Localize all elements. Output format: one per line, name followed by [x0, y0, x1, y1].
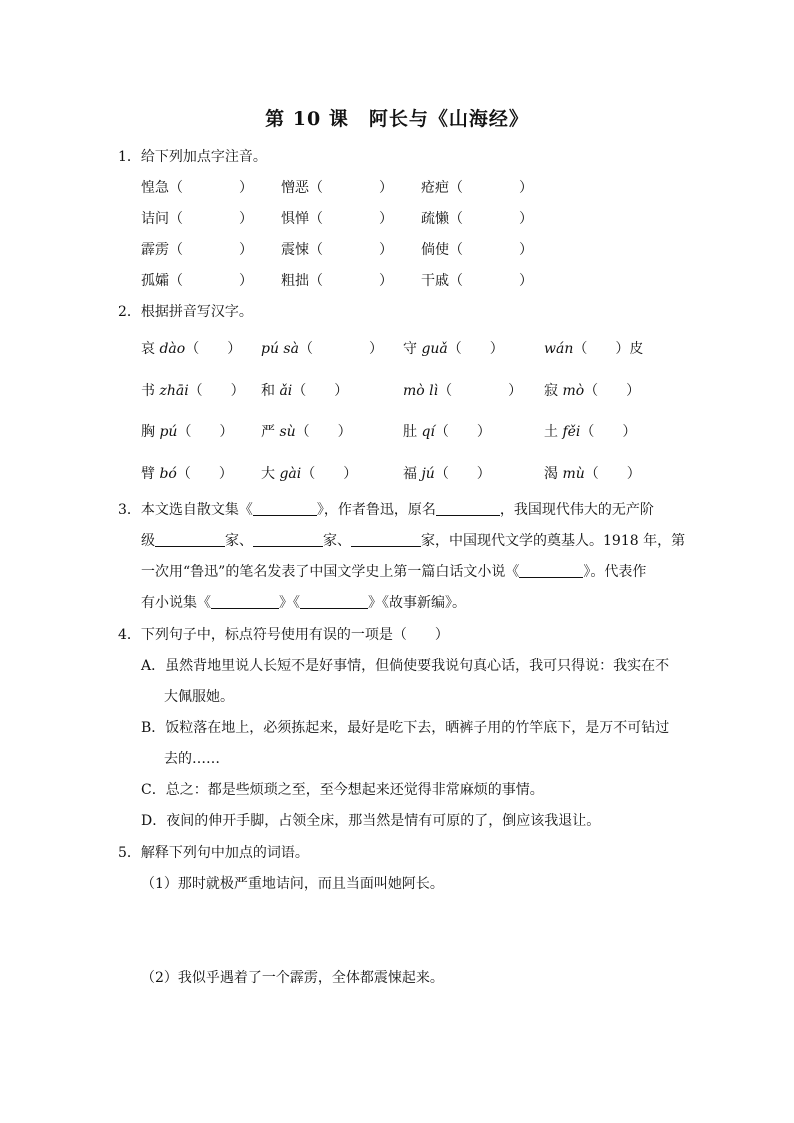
option-b[interactable]: B．饭粒落在地上，必须拣起来，最好是吃下去，晒裤子用的竹竿底下，是万不可钻过 — [141, 720, 670, 736]
item-prefix: 书 — [141, 383, 160, 399]
item-prefix: 土 — [544, 424, 563, 440]
answer-bracket: （ ） — [295, 424, 352, 440]
item-prefix: 和 — [261, 383, 280, 399]
hanzi-item[interactable] — [403, 463, 491, 483]
pinyin-item[interactable]: 惶急（ ） — [141, 180, 253, 196]
pinyin-item[interactable]: 干戚（ ） — [421, 273, 533, 289]
answer-bracket: （ ） — [438, 383, 523, 399]
answer-bracket: （ ） — [292, 383, 349, 399]
answer-bracket: （ ） — [434, 424, 491, 440]
pinyin-text: mù — [562, 466, 585, 482]
answer-bracket: （ ）皮 — [573, 341, 644, 357]
answer-bracket: （ ） — [177, 424, 234, 440]
hanzi-item[interactable] — [544, 421, 636, 441]
pinyin-text: dào — [159, 341, 186, 357]
question-3-line-3: 一次用“鲁迅”的笔名发表了中国文学史上第一篇白话文小说《 》。代表作 — [141, 564, 647, 580]
answer-blank[interactable] — [436, 501, 500, 516]
pinyin-text: bó — [159, 466, 177, 482]
item-prefix: 守 — [403, 341, 422, 357]
question-3-line-4: 有小说集《 》《 》《故事新编》。 — [141, 595, 466, 611]
pinyin-item[interactable]: 霹雳（ ） — [141, 242, 253, 258]
answer-bracket: （ ） — [185, 341, 242, 357]
pinyin-text: pú — [159, 424, 178, 440]
answer-bracket: （ ） — [176, 466, 233, 482]
pinyin-item[interactable]: 震悚（ ） — [281, 242, 393, 258]
hanzi-item[interactable] — [141, 463, 233, 483]
hanzi-item[interactable] — [403, 421, 491, 441]
hanzi-item[interactable] — [544, 338, 643, 358]
pinyin-text: ǎi — [279, 383, 293, 399]
answer-blank[interactable] — [211, 594, 279, 609]
question-4-heading: 4．下列句子中，标点符号使用有误的一项是（ ） — [118, 627, 449, 643]
option-d[interactable]: D．夜间的伸开手脚，占领全床，那当然是情有可原的了，倒应该我退让。 — [141, 813, 601, 829]
hanzi-item[interactable] — [403, 338, 504, 358]
answer-blank[interactable] — [253, 501, 317, 516]
item-prefix: 寂 — [544, 383, 563, 399]
hanzi-item[interactable] — [261, 380, 348, 400]
pinyin-text: gài — [279, 466, 302, 482]
hanzi-item[interactable] — [141, 380, 245, 400]
answer-bracket: （ ） — [447, 341, 504, 357]
pinyin-text: pú sà — [261, 341, 299, 357]
question-2-heading: 2．根据拼音写汉字。 — [118, 304, 253, 320]
answer-blank[interactable] — [253, 532, 323, 547]
pinyin-text: jú — [421, 466, 435, 482]
item-prefix: 臂 — [141, 466, 160, 482]
pinyin-item[interactable]: 诘问（ ） — [141, 211, 253, 227]
pinyin-text: zhāi — [159, 383, 189, 399]
hanzi-item[interactable] — [261, 338, 383, 358]
question-5-sentence-1: （1）那时就极严重地诘问，而且当面叫她阿长。 — [141, 876, 444, 892]
answer-bracket: （ ） — [584, 383, 641, 399]
item-prefix: 胸 — [141, 424, 160, 440]
option-a-continued: 大佩服她。 — [164, 689, 234, 705]
item-prefix: 哀 — [141, 341, 160, 357]
answer-blank[interactable] — [351, 532, 421, 547]
answer-bracket: （ ） — [298, 341, 383, 357]
pinyin-text: wán — [544, 341, 574, 357]
pinyin-item[interactable]: 疮疤（ ） — [421, 180, 533, 196]
hanzi-item[interactable] — [141, 421, 233, 441]
question-5-heading: 5．解释下列句中加点的词语。 — [118, 845, 309, 861]
hanzi-item[interactable] — [261, 463, 357, 483]
pinyin-text: mò lì — [403, 383, 439, 399]
answer-bracket: （ ） — [584, 466, 641, 482]
item-prefix: 肚 — [403, 424, 422, 440]
pinyin-item[interactable]: 疏懒（ ） — [421, 211, 533, 227]
answer-bracket: （ ） — [188, 383, 245, 399]
item-prefix: 大 — [261, 466, 280, 482]
hanzi-item[interactable] — [544, 380, 640, 400]
pinyin-item[interactable]: 粗拙（ ） — [281, 273, 393, 289]
answer-blank[interactable] — [300, 594, 368, 609]
hanzi-item[interactable] — [403, 380, 522, 400]
pinyin-item[interactable]: 憎恶（ ） — [281, 180, 393, 196]
answer-bracket: （ ） — [580, 424, 637, 440]
item-prefix: 渴 — [544, 466, 563, 482]
option-b-continued: 去的…… — [164, 751, 220, 767]
pinyin-text: guǎ — [421, 341, 448, 357]
item-prefix: 严 — [261, 424, 280, 440]
pinyin-item[interactable]: 惧惮（ ） — [281, 211, 393, 227]
item-prefix: 福 — [403, 466, 422, 482]
question-1-heading: 1．给下列加点字注音。 — [118, 149, 267, 165]
pinyin-text: mò — [562, 383, 585, 399]
option-a[interactable]: A．虽然背地里说人长短不是好事情，但倘使要我说句真心话，我可只得说：我实在不 — [141, 658, 670, 674]
pinyin-text: qí — [421, 424, 435, 440]
pinyin-text: fěi — [562, 424, 581, 440]
answer-bracket: （ ） — [434, 466, 491, 482]
hanzi-item[interactable] — [261, 421, 352, 441]
answer-blank[interactable] — [519, 563, 583, 578]
hanzi-item[interactable] — [544, 463, 641, 483]
option-c[interactable]: C．总之：都是些烦琐之至，至今想起来还觉得非常麻烦的事情。 — [141, 782, 544, 798]
pinyin-item[interactable]: 倘使（ ） — [421, 242, 533, 258]
answer-blank[interactable] — [155, 532, 225, 547]
hanzi-item[interactable] — [141, 338, 241, 358]
pinyin-text: sù — [279, 424, 296, 440]
question-3-line-1: 3．本文选自散文集《 》，作者鲁迅，原名 ，我国现代伟大的无产阶 — [118, 502, 654, 518]
pinyin-item[interactable]: 孤孀（ ） — [141, 273, 253, 289]
answer-bracket: （ ） — [301, 466, 358, 482]
page-title: 第 10 课 阿长与《山海经》 — [265, 108, 529, 130]
question-5-sentence-2: （2）我似乎遇着了一个霹雳，全体都震悚起来。 — [141, 970, 444, 986]
question-3-line-2: 级 家、 家、 家，中国现代文学的奠基人。1918 年，第 — [141, 533, 686, 549]
